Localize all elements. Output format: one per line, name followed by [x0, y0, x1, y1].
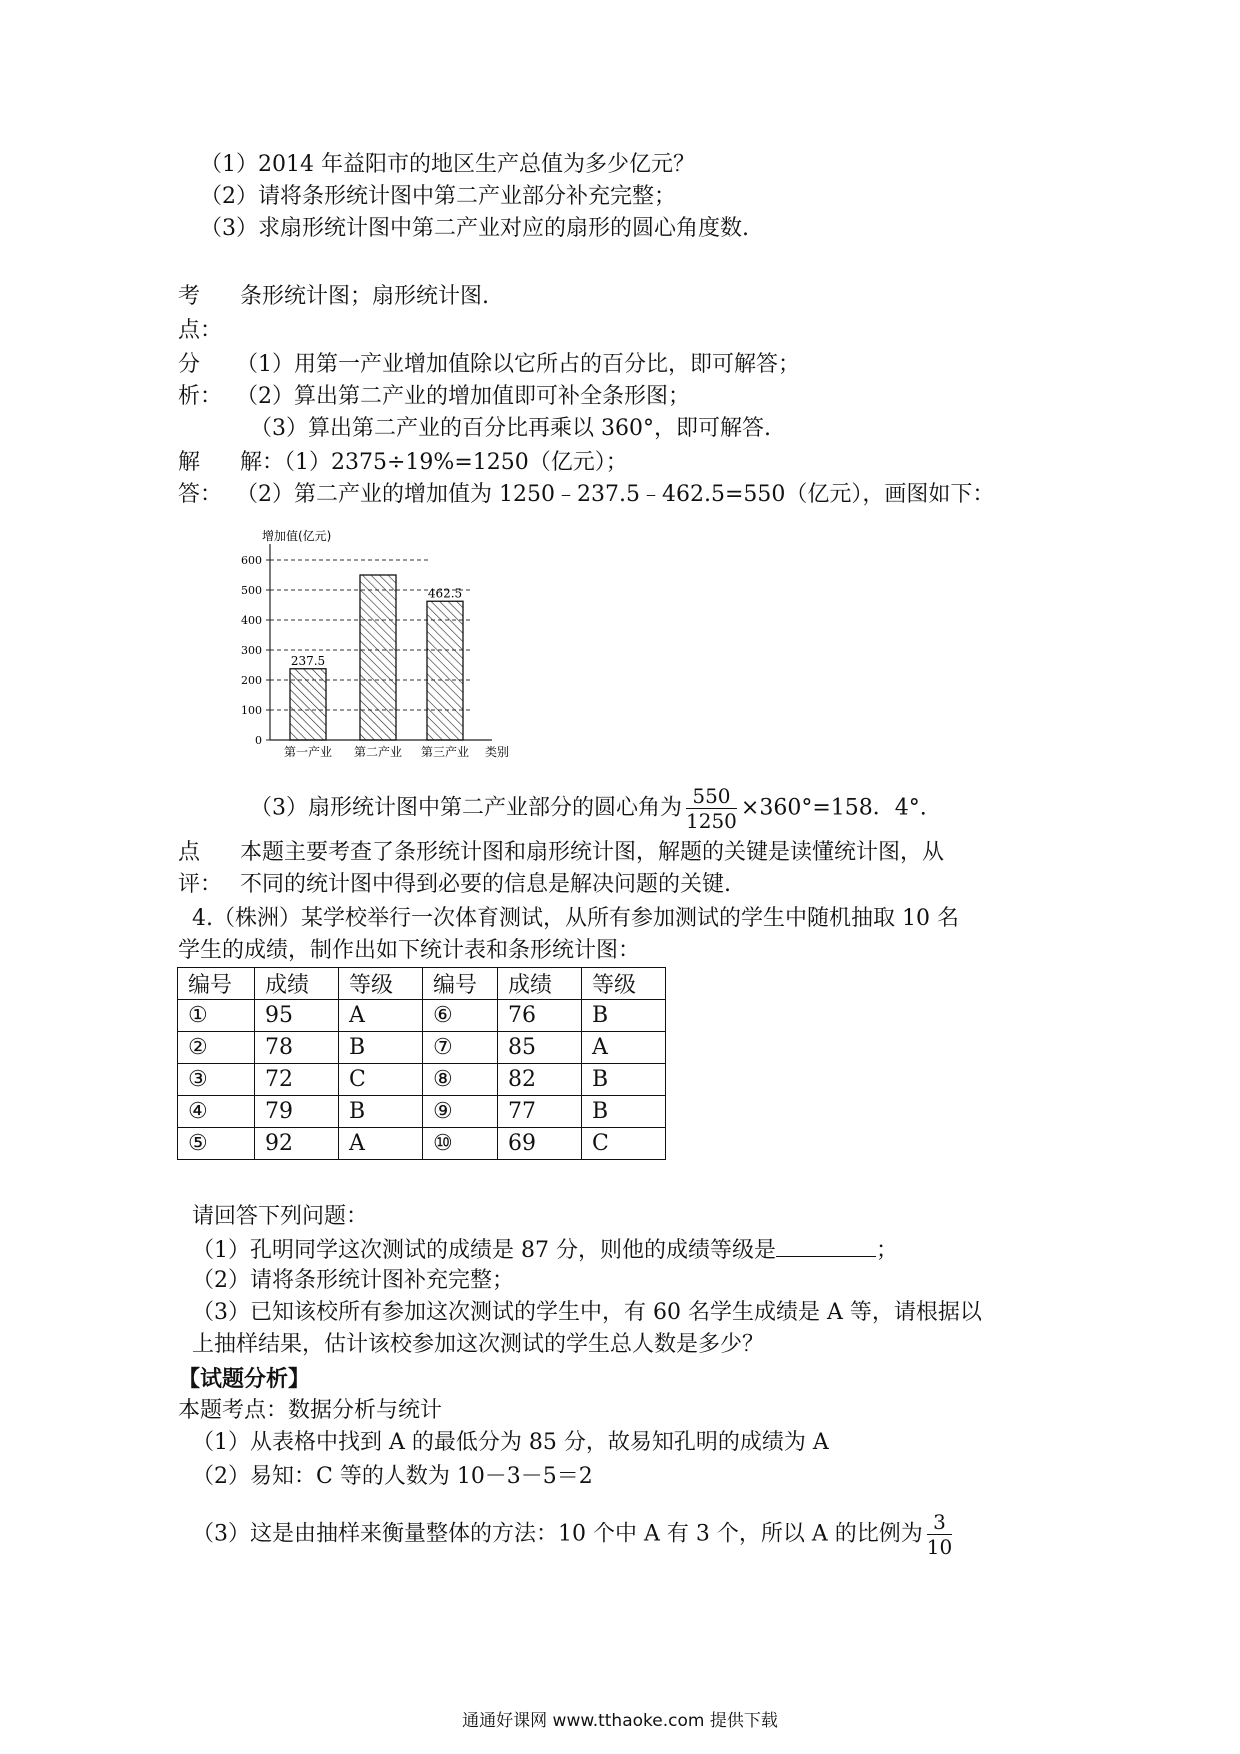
table-cell: 69 [498, 1128, 582, 1160]
angle-fraction [686, 784, 737, 833]
table-cell: ⑦ [423, 1032, 498, 1064]
question-3: （3）求扇形统计图中第二产业对应的扇形的圆心角度数. [200, 216, 749, 241]
table-cell: ③ [178, 1064, 255, 1096]
fraction-denominator: 1250 [686, 809, 737, 833]
bar-chart [230, 528, 550, 758]
y-tick-label: 200 [241, 674, 262, 687]
table-cell: 85 [498, 1032, 582, 1064]
table-cell: ⑧ [423, 1064, 498, 1096]
table-row [178, 1096, 666, 1128]
table-cell: C [582, 1128, 666, 1160]
dianping-label-1: 点 [178, 840, 201, 865]
fenxi-label-1: 分 [178, 352, 201, 377]
x-tick-label: 第三产业 [420, 745, 470, 758]
table-cell: C [339, 1064, 423, 1096]
table-cell: A [339, 1000, 423, 1032]
questions4-q1 [192, 1234, 898, 1266]
table-cell: A [339, 1128, 423, 1160]
q1-end: ； [875, 1238, 898, 1263]
jieda-line-2: （2）第二产业的增加值为 1250﹣237.5﹣462.5=550（亿元），画图如下： [236, 482, 995, 507]
table-cell: 78 [255, 1032, 339, 1064]
table-cell: ④ [178, 1096, 255, 1128]
table-cell: ⑥ [423, 1000, 498, 1032]
fenxi-line-2: （2）算出第二产业的增加值即可补全条形图； [236, 384, 690, 409]
table-cell: ① [178, 1000, 255, 1032]
table-cell: ⑩ [423, 1128, 498, 1160]
questions4-q3a: （3）已知该校所有参加这次测试的学生中，有 60 名学生成绩是 A 等，请根据以 [192, 1300, 982, 1325]
header-cell: 等级 [582, 968, 666, 1000]
table-cell: 92 [255, 1128, 339, 1160]
questions4-q3b: 上抽样结果，估计该校参加这次测试的学生总人数是多少？ [192, 1332, 765, 1357]
bar [360, 575, 396, 740]
table-row [178, 1064, 666, 1096]
ratio-fraction [927, 1510, 952, 1559]
header-cell: 等级 [339, 968, 423, 1000]
analysis-a3-text: （3）这是由抽样来衡量整体的方法：10 个中 A 有 3 个，所以 A 的比例为 [192, 1521, 923, 1547]
table-cell: B [339, 1032, 423, 1064]
bar [290, 669, 326, 740]
kaodian-text: 条形统计图；扇形统计图. [240, 284, 489, 309]
table-cell: B [582, 1000, 666, 1032]
y-tick-label: 400 [241, 614, 262, 627]
header-cell: 编号 [423, 968, 498, 1000]
bar-data-label: 462.5 [427, 586, 463, 601]
bar-data-label: 237.5 [290, 653, 326, 668]
table-row [178, 1032, 666, 1064]
table-cell: 77 [498, 1096, 582, 1128]
question-1: （1）2014 年益阳市的地区生产总值为多少亿元？ [200, 152, 695, 177]
kaodian-label-1: 考 [178, 284, 201, 309]
x-tick-label: 第一产业 [283, 745, 333, 758]
table-cell: 76 [498, 1000, 582, 1032]
jieda-line-3-prefix: （3）扇形统计图中第二产业部分的圆心角为 [250, 795, 682, 821]
jieda-label-1: 解 [178, 450, 201, 475]
table-cell: 82 [498, 1064, 582, 1096]
ratio-numerator: 3 [927, 1510, 952, 1535]
table-cell: B [339, 1096, 423, 1128]
header-cell: 编号 [178, 968, 255, 1000]
table-cell: ⑨ [423, 1096, 498, 1128]
table-cell: 79 [255, 1096, 339, 1128]
fenxi-line-1: （1）用第一产业增加值除以它所占的百分比，即可解答； [236, 352, 800, 377]
bar [427, 601, 463, 740]
table-cell: ② [178, 1032, 255, 1064]
dianping-label-2: 评： [178, 872, 223, 897]
problem4-line-1: 4.（株洲）某学校举行一次体育测试，从所有参加测试的学生中随机抽取 10 名 [192, 906, 959, 931]
q1-answer-blank[interactable] [776, 1234, 876, 1257]
jieda-line-3 [250, 784, 927, 833]
table-cell: ⑤ [178, 1128, 255, 1160]
question-2: （2）请将条形统计图中第二产业部分补充完整； [200, 184, 676, 209]
header-cell: 成绩 [498, 968, 582, 1000]
table-cell: 72 [255, 1064, 339, 1096]
q1-text: （1）孔明同学这次测试的成绩是 87 分，则他的成绩等级是 [192, 1238, 776, 1263]
analysis-a1: （1）从表格中找到 A 的最低分为 85 分，故易知孔明的成绩为 A [192, 1430, 829, 1455]
questions4-intro: 请回答下列问题： [192, 1204, 369, 1229]
table-row [178, 1128, 666, 1160]
table-cell: B [582, 1064, 666, 1096]
jieda-line-1: 解：（1）2375÷19%=1250（亿元）； [240, 450, 628, 475]
table-row [178, 1000, 666, 1032]
table-header-row [178, 968, 666, 1000]
y-axis-label: 增加值(亿元) [262, 529, 332, 543]
analysis-a2: （2）易知：C 等的人数为 10－3－5＝2 [192, 1464, 593, 1489]
analysis-topic: 本题考点：数据分析与统计 [178, 1398, 443, 1423]
jieda-label-2: 答： [178, 482, 223, 507]
y-tick-label: 500 [241, 584, 262, 597]
fenxi-label-2: 析： [178, 384, 223, 409]
ratio-denominator: 10 [926, 1535, 953, 1559]
x-tick-label: 第二产业 [353, 745, 403, 758]
table-cell: B [582, 1096, 666, 1128]
header-cell: 成绩 [255, 968, 339, 1000]
score-table [177, 967, 666, 1160]
x-axis-label: 类别 [485, 745, 510, 758]
questions4-q2: （2）请将条形统计图补充完整； [192, 1268, 514, 1293]
problem4-line-2: 学生的成绩，制作出如下统计表和条形统计图： [178, 938, 641, 963]
kaodian-label-2: 点： [178, 318, 223, 343]
y-tick-label: 0 [255, 734, 262, 747]
fraction-numerator: 550 [686, 784, 737, 809]
footer-credit: 通通好课网 www.tthaoke.com 提供下载 [462, 1711, 778, 1731]
analysis-title: 【试题分析】 [178, 1366, 311, 1392]
table-cell: 95 [255, 1000, 339, 1032]
dianping-line-2: 不同的统计图中得到必要的信息是解决问题的关键. [240, 872, 731, 897]
y-tick-label: 100 [241, 704, 262, 717]
table-cell: A [582, 1032, 666, 1064]
fenxi-line-3: （3）算出第二产业的百分比再乘以 360°，即可解答. [250, 416, 771, 441]
dianping-line-1: 本题主要考查了条形统计图和扇形统计图，解题的关键是读懂统计图，从 [240, 840, 945, 865]
analysis-a3 [192, 1510, 956, 1559]
y-tick-label: 600 [241, 554, 262, 567]
y-tick-label: 300 [241, 644, 262, 657]
jieda-line-3-suffix: ×360°=158．4°. [740, 795, 927, 821]
